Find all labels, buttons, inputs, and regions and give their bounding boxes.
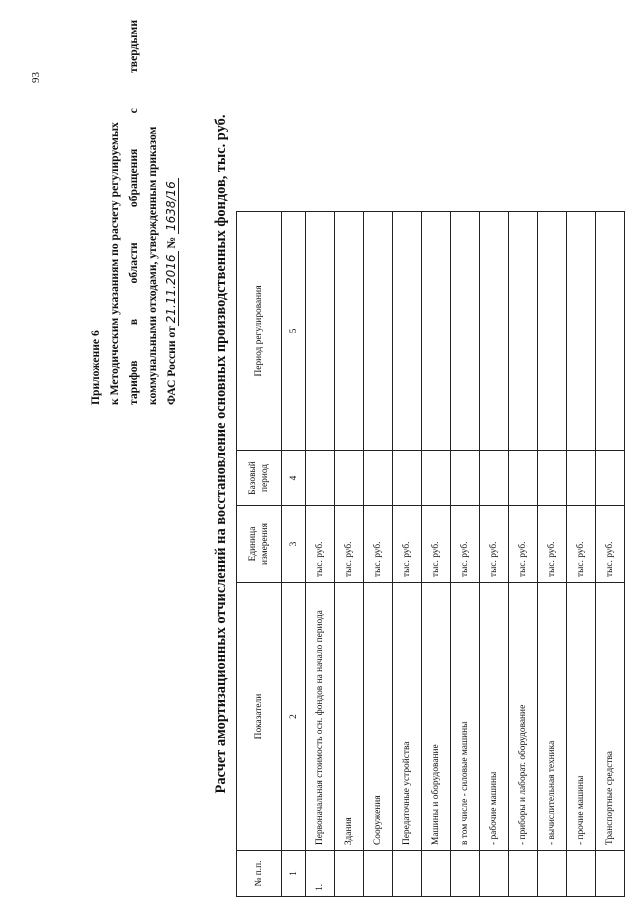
regulation-period-cell — [451, 212, 480, 451]
row-number-cell — [335, 851, 364, 897]
table-row — [364, 212, 393, 897]
row-number-cell — [393, 851, 422, 897]
unit-cell: тыс. руб. — [596, 506, 625, 583]
header-cell-indicator: Показатели — [237, 583, 282, 851]
unit-cell: тыс. руб. — [451, 506, 480, 583]
row-number-cell — [567, 851, 596, 897]
unit-cell: тыс. руб. — [364, 506, 393, 583]
row-number-cell — [451, 851, 480, 897]
column-number-row — [282, 212, 306, 897]
regulation-period-cell — [422, 212, 451, 451]
unit-cell: тыс. руб. — [393, 506, 422, 583]
base-period-cell — [480, 451, 509, 506]
base-period-cell — [422, 451, 451, 506]
base-period-cell — [596, 451, 625, 506]
regulation-period-cell — [335, 212, 364, 451]
handwritten-date: 21.11.2016 — [164, 252, 179, 327]
row-number-cell — [538, 851, 567, 897]
row-number-cell: 1. — [306, 851, 335, 897]
column-number: 4 — [282, 451, 306, 506]
table-row — [567, 212, 596, 897]
order-prefix: ФАС России от — [165, 326, 178, 405]
indicator-cell: Первоначальная стоимость осн. фондов на начало периода — [306, 583, 335, 851]
row-number-cell — [480, 851, 509, 897]
column-number: 2 — [282, 583, 306, 851]
table-row — [393, 212, 422, 897]
base-period-cell — [306, 451, 335, 506]
indicator-cell: - приборы и лаборат. оборудование — [509, 583, 538, 851]
header-cell-unit: Единица измерения — [237, 506, 282, 583]
appendix-line: к Методическим указаниям по расчету регулируемых — [108, 122, 121, 405]
regulation-period-cell — [596, 212, 625, 451]
table-row — [538, 212, 567, 897]
column-number: 5 — [282, 212, 306, 451]
regulation-period-cell — [306, 212, 335, 451]
appendix-block — [86, 20, 181, 405]
unit-cell: тыс. руб. — [422, 506, 451, 583]
unit-cell: тыс. руб. — [567, 506, 596, 583]
indicator-cell: - вычислительная техника — [538, 583, 567, 851]
regulation-period-cell — [480, 212, 509, 451]
unit-cell: тыс. руб. — [538, 506, 567, 583]
regulation-period-cell — [538, 212, 567, 451]
base-period-cell — [364, 451, 393, 506]
column-number: 1 — [282, 851, 306, 897]
table-header-row — [237, 212, 282, 897]
appendix-heading: Приложение 6 — [89, 330, 102, 405]
indicator-cell: Сооружения — [364, 583, 393, 851]
table-body — [282, 212, 625, 897]
appendix-order-line — [162, 20, 181, 405]
unit-cell: тыс. руб. — [509, 506, 538, 583]
document-title: Расчет амортизационных отчислений на восстановление основных производственных фондов, тыс. руб. — [213, 114, 229, 794]
table-row — [596, 212, 625, 897]
base-period-cell — [393, 451, 422, 506]
column-number: 3 — [282, 506, 306, 583]
indicator-cell: Здания — [335, 583, 364, 851]
appendix-line: коммунальными отходами, утвержденным приказом — [146, 126, 159, 405]
row-number-cell — [509, 851, 538, 897]
depreciation-table — [236, 211, 625, 897]
row-number-cell — [596, 851, 625, 897]
header-cell-base-period: Базовый период — [237, 451, 282, 506]
regulation-period-cell — [509, 212, 538, 451]
indicator-cell: - рабочие машины — [480, 583, 509, 851]
table-row — [422, 212, 451, 897]
base-period-cell — [567, 451, 596, 506]
table-row — [480, 212, 509, 897]
row-number-cell — [364, 851, 393, 897]
table-row — [306, 212, 335, 897]
row-number-cell — [422, 851, 451, 897]
appendix-line: тарифов в области обращения с твердыми — [127, 20, 140, 405]
table-row — [335, 212, 364, 897]
unit-cell: тыс. руб. — [480, 506, 509, 583]
indicator-cell: Транспортные средства — [596, 583, 625, 851]
base-period-cell — [451, 451, 480, 506]
page-number: 93 — [30, 72, 42, 83]
order-number-sign: № — [165, 236, 178, 249]
indicator-cell: Передаточные устройства — [393, 583, 422, 851]
unit-cell: тыс. руб. — [335, 506, 364, 583]
base-period-cell — [509, 451, 538, 506]
base-period-cell — [335, 451, 364, 506]
indicator-cell: - прочие машины — [567, 583, 596, 851]
table-row — [451, 212, 480, 897]
regulation-period-cell — [567, 212, 596, 451]
header-cell-number: № п.п. — [237, 851, 282, 897]
indicator-cell: в том числе - силовые машины — [451, 583, 480, 851]
header-cell-regulation-period: Период регулирования — [237, 212, 282, 451]
unit-cell: тыс. руб. — [306, 506, 335, 583]
table-row — [509, 212, 538, 897]
handwritten-order-number: 1638/16 — [164, 178, 179, 234]
indicator-cell: Машины и оборудование — [422, 583, 451, 851]
base-period-cell — [538, 451, 567, 506]
regulation-period-cell — [364, 212, 393, 451]
regulation-period-cell — [393, 212, 422, 451]
